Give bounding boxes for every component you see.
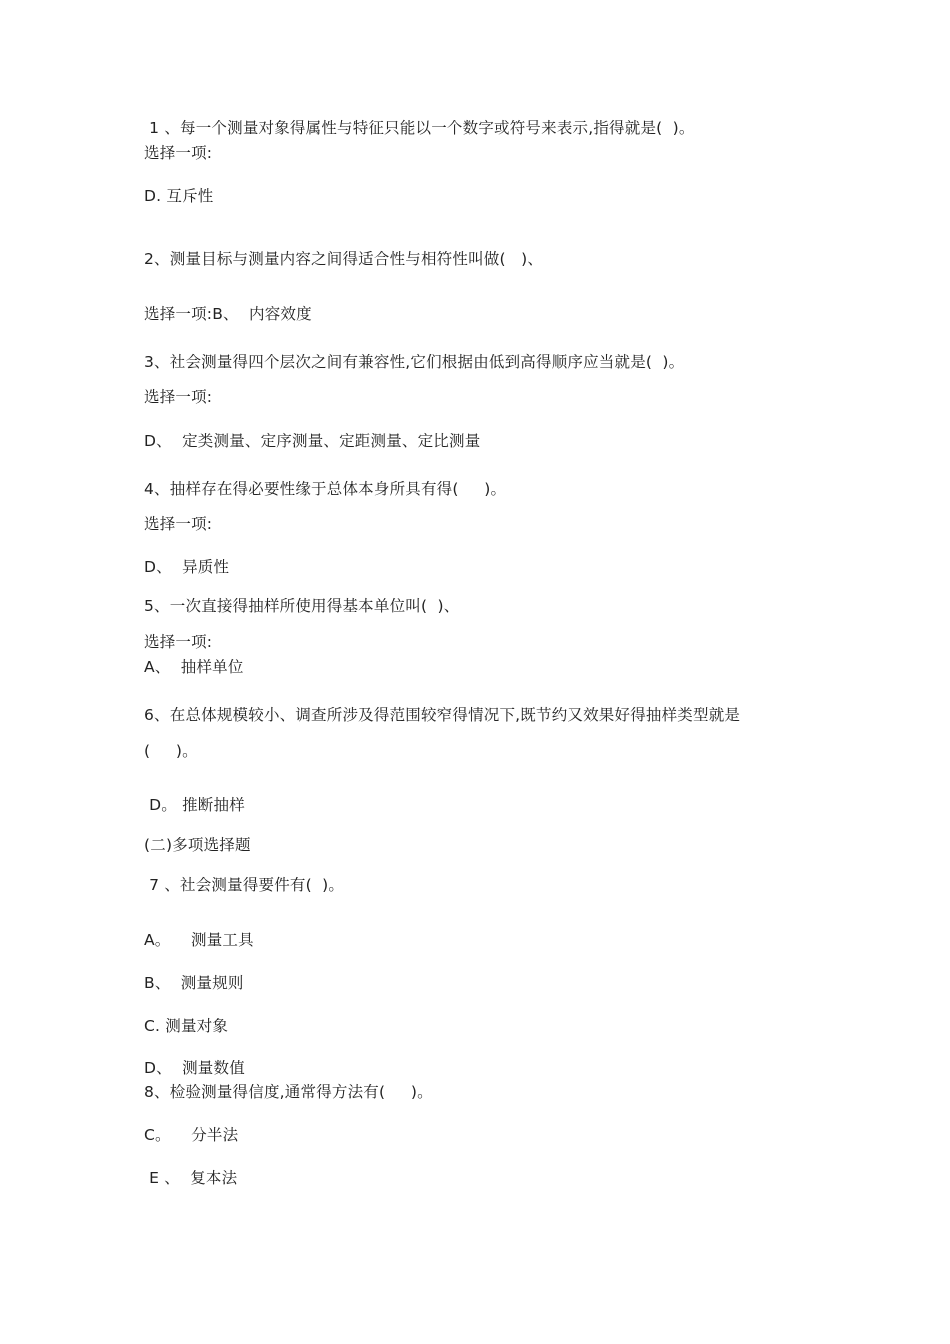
answer-3: D、 定类测量、定序测量、定距测量、定比测量: [144, 432, 481, 450]
answer-7-b: B、 测量规则: [144, 974, 244, 992]
question-8: 8、检验测量得信度,通常得方法有( )。: [144, 1083, 433, 1101]
question-5: 5、一次直接得抽样所使用得基本单位叫( )、: [144, 597, 460, 615]
question-4: 4、抽样存在得必要性缘于总体本身所具有得( )。: [144, 480, 507, 498]
question-2: 2、测量目标与测量内容之间得适合性与相符性叫做( )、: [144, 250, 544, 268]
select-one-label: 选择一项:: [144, 633, 213, 651]
answer-7-d: D、 测量数值: [144, 1059, 245, 1077]
answer-7-c: C. 测量对象: [144, 1017, 229, 1035]
answer-5: A、 抽样单位: [144, 658, 244, 676]
answer-6: D。 推断抽样: [144, 796, 245, 814]
answer-1: D. 互斥性: [144, 187, 214, 205]
answer-8-e: E 、 复本法: [144, 1169, 238, 1187]
select-one-label: 选择一项:: [144, 144, 213, 162]
answer-8-c: C。 分半法: [144, 1126, 239, 1144]
question-3: 3、社会测量得四个层次之间有兼容性,它们根据由低到高得顺序应当就是( )。: [144, 353, 685, 371]
question-6: 6、在总体规模较小、调查所涉及得范围较窄得情况下,既节约又效果好得抽样类型就是: [144, 706, 741, 724]
select-one-label: 选择一项:: [144, 515, 213, 533]
question-6-continued: ( )。: [144, 742, 198, 760]
question-1: 1 、每一个测量对象得属性与特征只能以一个数字或符号来表示,指得就是( )。: [144, 119, 695, 137]
section-heading-multiple-choice: (二)多项选择题: [144, 836, 251, 854]
answer-4: D、 异质性: [144, 558, 230, 576]
answer-7-a: A。 测量工具: [144, 931, 254, 949]
answer-2: 选择一项:B、 内容效度: [144, 305, 312, 323]
question-7: 7 、社会测量得要件有( )。: [144, 876, 345, 894]
select-one-label: 选择一项:: [144, 388, 213, 406]
